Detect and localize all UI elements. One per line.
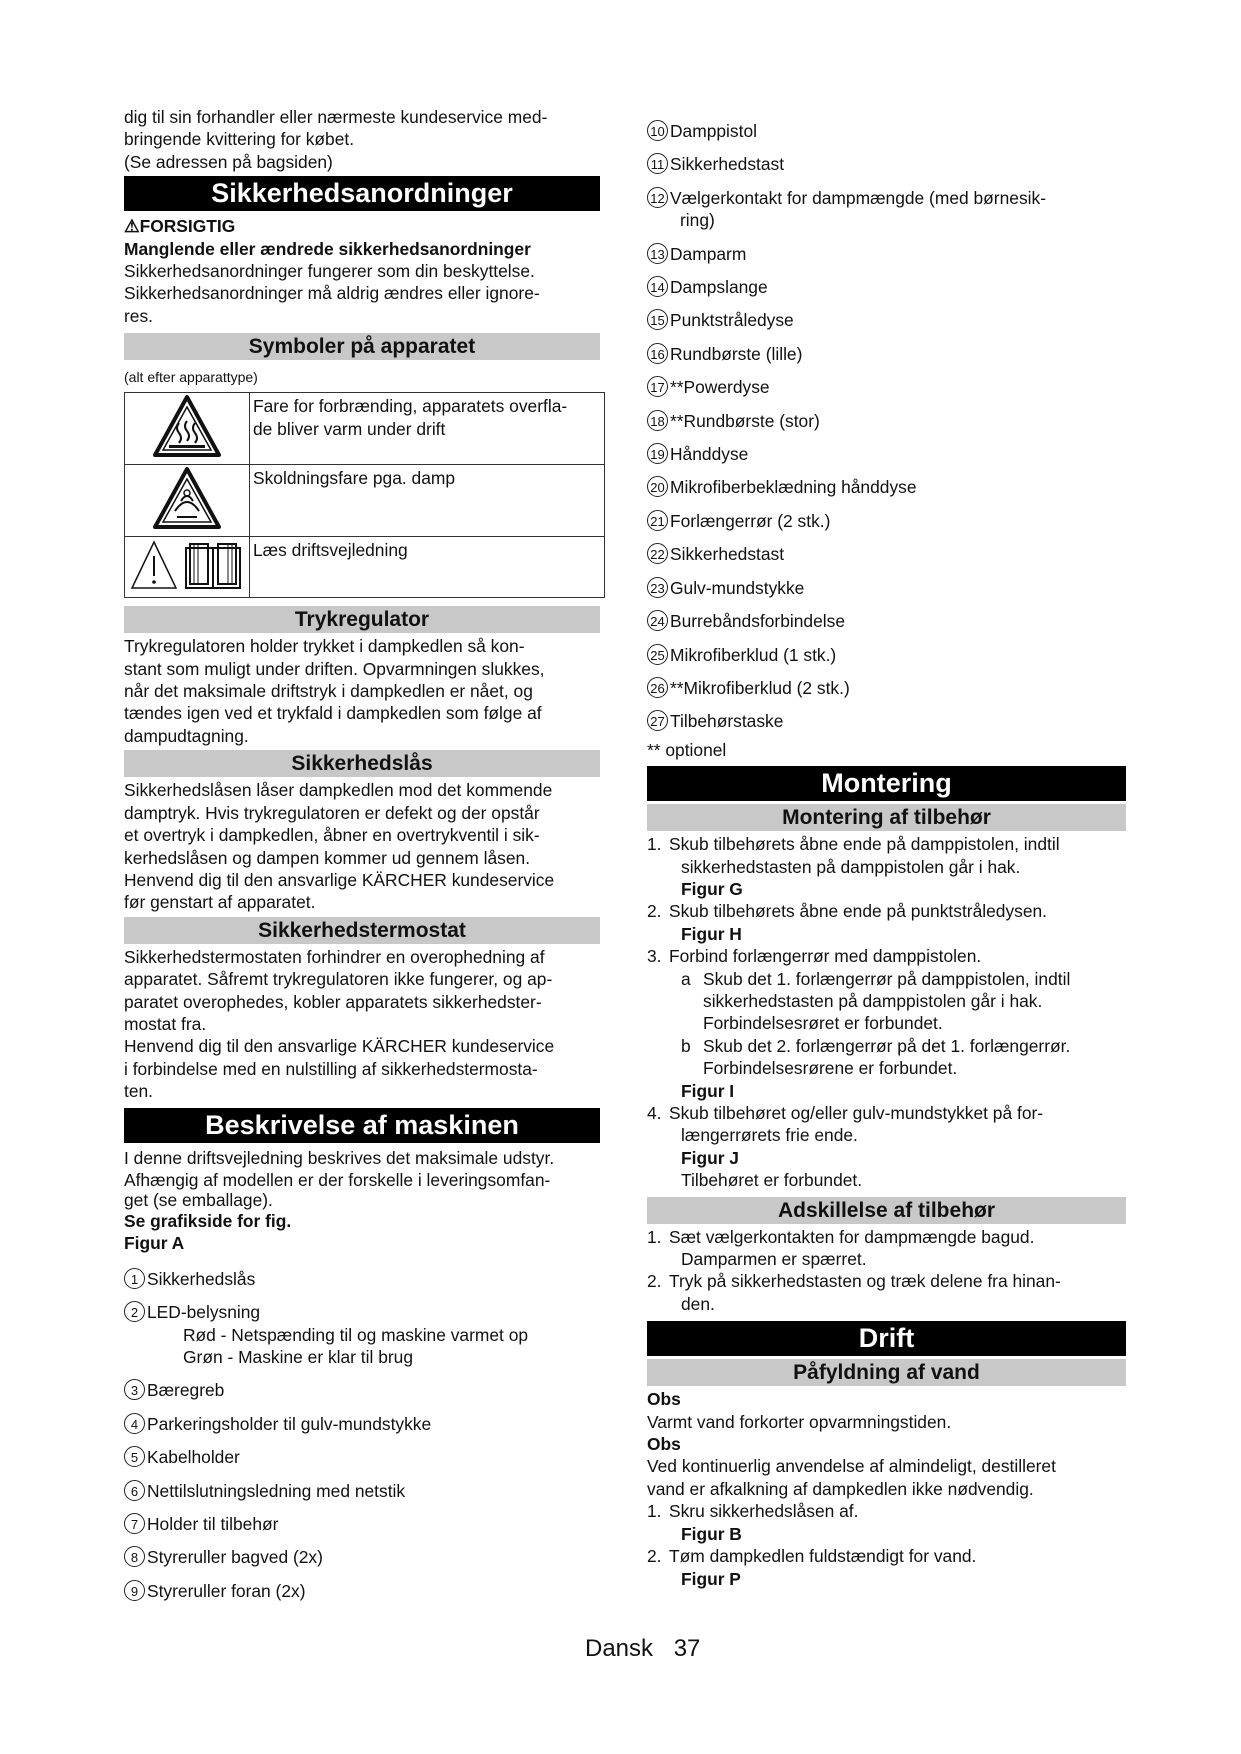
symbol-text	[250, 465, 605, 537]
pressure-line: stant som muligt under driften. Opvarmningen slukkes,	[124, 658, 545, 679]
step-figure-row	[647, 1080, 1126, 1102]
symbols-table	[124, 392, 605, 598]
list-item	[647, 577, 1126, 599]
step-number: 2.	[647, 1546, 662, 1567]
heading-symbols: Symboler på apparatet	[124, 333, 600, 360]
footer-language: Dansk	[585, 1635, 654, 1662]
substep-text: sikkerhedstasten på damppistolen går i hak.	[703, 990, 1043, 1011]
item-number: 27	[647, 710, 668, 731]
step-number: 2.	[647, 901, 662, 922]
read-manual-icon	[125, 537, 250, 598]
item-text: Forlængerrør (2 stk.)	[670, 510, 831, 531]
substep-item	[647, 968, 1126, 1035]
step-figure: Figur P	[681, 1568, 741, 1589]
step-figure: Figur I	[681, 1080, 735, 1101]
item-number: 20	[647, 476, 668, 497]
item-text: ring)	[680, 210, 715, 231]
list-item	[647, 644, 1126, 666]
item-text: Mikrofiberklud (1 stk.)	[670, 644, 837, 665]
step-text: Forbind forlængerrør med damppistolen.	[669, 946, 982, 967]
list-item	[647, 120, 1126, 142]
item-text: Rundbørste (lille)	[670, 343, 803, 364]
item-number: 1	[124, 1268, 145, 1289]
symbol-text	[250, 393, 605, 465]
lock-line: et overtryk i dampkedlen, åbner en overtrykventil i sik-	[124, 825, 540, 846]
symbol-text	[250, 537, 605, 598]
step-item	[647, 900, 1126, 945]
item-text: Damppistol	[670, 121, 757, 141]
symbols-note: (alt efter apparattype)	[124, 369, 258, 386]
step-result: Tilbehøret er forbundet.	[681, 1170, 863, 1191]
step-text: Tøm dampkedlen fuldstændigt for vand.	[669, 1546, 977, 1567]
step-number: 1.	[647, 1501, 662, 1522]
note-label: Obs	[647, 1389, 681, 1410]
item-number: 25	[647, 644, 668, 665]
step-figure: Figur H	[681, 923, 742, 944]
list-item	[647, 153, 1126, 175]
pressure-line: tændes igen ved et trykfald i dampkedlen som følge af	[124, 703, 542, 724]
symbol-text-line: Skoldningsfare pga. damp	[253, 468, 456, 489]
optional-note: ** optionel	[647, 739, 727, 760]
lock-line: kerhedslåsen og dampen kommer ud gennem låsen.	[124, 847, 531, 868]
heading-water-filling: Påfyldning af vand	[647, 1359, 1126, 1386]
step-text: den.	[681, 1293, 715, 1314]
item-number: 4	[124, 1413, 145, 1434]
step-number: 3.	[647, 946, 662, 967]
note-text: Varmt vand forkorter opvarmningstiden.	[647, 1411, 952, 1432]
caution-label: ⚠FORSIGTIG	[124, 216, 236, 237]
heading-safety-devices: Sikkerhedsanordninger	[124, 176, 600, 211]
item-number: 8	[124, 1546, 145, 1567]
step-item	[647, 1500, 1126, 1545]
item-text: **Mikrofiberklud (2 stk.)	[670, 677, 850, 698]
item-text: LED-belysning	[147, 1302, 261, 1323]
heading-safety-thermostat: Sikkerhedstermostat	[124, 917, 600, 944]
substep-item	[647, 1035, 1126, 1080]
item-text: **Rundbørste (stor)	[670, 410, 820, 431]
step-result: Damparmen er spærret.	[681, 1249, 867, 1270]
lock-line: Sikkerhedslåsen låser dampkedlen mod det kommende	[124, 780, 553, 801]
caution-line: res.	[124, 305, 153, 326]
substep-letter: b	[681, 1035, 691, 1056]
item-number: 16	[647, 343, 668, 364]
note-label: Obs	[647, 1434, 681, 1455]
item-text: Punktstråledyse	[670, 310, 794, 331]
list-item	[647, 276, 1126, 298]
page-footer	[585, 1634, 700, 1664]
desc-line: Afhængig af modellen er der forskelle i leveringsomfan-	[124, 1169, 551, 1190]
heading-safety-lock: Sikkerhedslås	[124, 750, 600, 777]
step-item	[647, 1226, 1126, 1271]
symbol-row	[125, 537, 605, 598]
list-item	[124, 1513, 600, 1535]
step-text: Skru sikkerhedslåsen af.	[669, 1501, 859, 1522]
pressure-line: dampudtagning.	[124, 725, 249, 746]
heading-operation: Drift	[647, 1321, 1126, 1356]
step-item	[647, 1102, 1126, 1192]
step-item	[647, 1545, 1126, 1590]
list-item	[647, 543, 1126, 565]
step-number: 1.	[647, 1226, 662, 1247]
substep-text: Forbindelsesrørene er forbundet.	[703, 1058, 958, 1079]
item-number: 15	[647, 309, 668, 330]
note-text: vand er afkalkning af dampkedlen ikke nødvendig.	[647, 1478, 1034, 1499]
pressure-line: Trykregulatoren holder trykket i dampkedlen så kon-	[124, 636, 525, 657]
item-subtext: Grøn - Maskine er klar til brug	[183, 1347, 414, 1367]
list-item	[124, 1546, 600, 1568]
list-item	[647, 710, 1126, 732]
item-text: Styreruller bagved (2x)	[147, 1547, 323, 1568]
item-number: 9	[124, 1580, 145, 1601]
note-text: Ved kontinuerlig anvendelse af almindeligt, destilleret	[647, 1456, 1056, 1477]
list-item	[647, 476, 1126, 498]
item-number: 2	[124, 1301, 145, 1322]
item-text: Holder til tilbehør	[147, 1514, 279, 1535]
item-number: 24	[647, 610, 668, 631]
pressure-line: når det maksimale driftstryk i dampkedlen er nået, og	[124, 681, 533, 702]
symbol-text-line: Læs driftsvejledning	[253, 540, 408, 561]
step-text: sikkerhedstasten på damppistolen går i hak.	[681, 856, 1021, 877]
substep-text: Skub det 1. forlængerrør på damppistolen, indtil	[703, 968, 1071, 989]
right-column	[647, 120, 1126, 1590]
desc-line: I denne driftsvejledning beskrives det maksimale udstyr.	[124, 1147, 555, 1168]
item-text: Styreruller foran (2x)	[147, 1580, 306, 1601]
list-item	[647, 243, 1126, 265]
item-number: 7	[124, 1513, 145, 1534]
item-text: Damparm	[670, 243, 747, 264]
substep-text: Skub det 2. forlængerrør på det 1. forlængerrør.	[703, 1035, 1071, 1056]
intro-line: dig til sin forhandler eller nærmeste kundeservice med-	[124, 107, 548, 127]
thermo-line: Sikkerhedstermostaten forhindrer en overophedning af	[124, 946, 545, 967]
step-text: Skub tilbehørets åbne ende på damppistolen, indtil	[669, 834, 1060, 855]
list-item	[647, 443, 1126, 465]
item-number: 10	[647, 120, 668, 141]
symbol-row	[125, 393, 605, 465]
step-text: længerrørets frie ende.	[681, 1125, 858, 1146]
list-item	[124, 1446, 600, 1468]
item-text: **Powerdyse	[670, 377, 770, 398]
heading-machine-description: Beskrivelse af maskinen	[124, 1108, 600, 1143]
thermo-line: i forbindelse med en nulstilling af sikkerhedstermosta-	[124, 1058, 538, 1079]
hot-surface-icon	[125, 393, 250, 465]
step-figure: Figur G	[681, 878, 743, 899]
substep-letter: a	[681, 968, 691, 989]
item-number: 17	[647, 376, 668, 397]
item-number: 26	[647, 677, 668, 698]
caution-line: Sikkerhedsanordninger fungerer som din beskyttelse.	[124, 261, 535, 282]
heading-pressure-regulator: Trykregulator	[124, 606, 600, 633]
list-item	[647, 309, 1126, 331]
steam-hazard-icon	[125, 465, 250, 537]
list-item	[124, 1580, 600, 1602]
item-text: Sikkerhedstast	[670, 544, 785, 565]
caution-heading: Manglende eller ændrede sikkerhedsanordninger	[124, 238, 531, 259]
symbol-row	[125, 465, 605, 537]
list-item	[647, 376, 1126, 398]
item-number: 23	[647, 577, 668, 598]
step-number: 2.	[647, 1271, 662, 1292]
thermo-line: apparatet. Såfremt trykregulatoren ikke fungerer, og ap-	[124, 969, 553, 990]
list-item	[647, 410, 1126, 432]
item-number: 18	[647, 410, 668, 431]
item-text: Sikkerhedstast	[670, 154, 785, 175]
page-number: 37	[673, 1635, 701, 1662]
intro-line: bringende kvittering for købet.	[124, 129, 355, 150]
step-item	[647, 945, 1126, 967]
item-number: 6	[124, 1480, 145, 1501]
item-number: 3	[124, 1379, 145, 1400]
item-number: 13	[647, 243, 668, 264]
item-text: Mikrofiberbeklædning hånddyse	[670, 477, 917, 498]
item-number: 5	[124, 1446, 145, 1467]
list-item	[647, 510, 1126, 532]
item-number: 21	[647, 510, 668, 531]
list-item	[124, 1480, 600, 1502]
caution-line: Sikkerhedsanordninger må aldrig ændres eller ignore-	[124, 283, 540, 304]
list-item	[124, 1268, 600, 1290]
step-number: 1.	[647, 834, 662, 855]
list-item	[647, 187, 1126, 232]
item-number: 14	[647, 276, 668, 297]
list-item	[124, 1301, 600, 1368]
item-text: Gulv-mundstykke	[670, 577, 805, 598]
list-item	[124, 1413, 600, 1435]
heading-detach-accessories: Adskillelse af tilbehør	[647, 1197, 1126, 1224]
list-item	[647, 343, 1126, 365]
item-number: 12	[647, 187, 668, 208]
item-text: Kabelholder	[147, 1447, 240, 1468]
step-item	[647, 833, 1126, 900]
lock-line: damptryk. Hvis trykregulatoren er defekt og der opstår	[124, 802, 540, 823]
item-number: 19	[647, 443, 668, 464]
list-item	[647, 677, 1126, 699]
item-text: Burrebåndsforbindelse	[670, 611, 845, 632]
step-figure: Figur B	[681, 1523, 742, 1544]
desc-figure: Figur A	[124, 1233, 185, 1254]
lock-line: før genstart af apparatet.	[124, 892, 316, 913]
desc-bold: Se grafikside for fig.	[124, 1211, 292, 1232]
intro-line: (Se adressen på bagsiden)	[124, 151, 333, 172]
item-subtext: Rød - Netspænding til og maskine varmet op	[183, 1324, 529, 1345]
step-number: 4.	[647, 1103, 662, 1123]
thermo-line: Henvend dig til den ansvarlige KÄRCHER kundeservice	[124, 1036, 555, 1057]
substep-text: Forbindelsesrøret er forbundet.	[703, 1013, 943, 1034]
step-text: Skub tilbehørets åbne ende på punktstråledysen.	[669, 901, 1048, 922]
item-text: Dampslange	[670, 277, 768, 298]
thermo-line: ten.	[124, 1081, 154, 1102]
step-item	[647, 1270, 1126, 1315]
left-column	[124, 106, 600, 1613]
item-text: Hånddyse	[670, 444, 749, 465]
step-figure: Figur J	[681, 1147, 739, 1168]
heading-mounting-accessories: Montering af tilbehør	[647, 804, 1126, 831]
item-text: Parkeringsholder til gulv-mundstykke	[147, 1413, 432, 1434]
step-text: Tryk på sikkerhedstasten og træk delene fra hinan-	[669, 1271, 1061, 1292]
item-number: 22	[647, 543, 668, 564]
item-number: 11	[647, 153, 668, 174]
item-text: Bæregreb	[147, 1380, 225, 1401]
symbol-text-line: de bliver varm under drift	[253, 418, 446, 439]
thermo-line: mostat fra.	[124, 1013, 207, 1034]
lock-line: Henvend dig til den ansvarlige KÄRCHER kundeservice	[124, 869, 555, 890]
heading-mounting: Montering	[647, 766, 1126, 801]
item-text: Tilbehørstaske	[670, 711, 784, 732]
step-text: Sæt vælgerkontakten for dampmængde bagud.	[669, 1226, 1035, 1247]
desc-line: get (se emballage).	[124, 1190, 273, 1211]
item-text: Nettilslutningsledning med netstik	[147, 1480, 406, 1501]
item-text: Vælgerkontakt for dampmængde (med børnesik-	[670, 187, 1046, 208]
list-item	[124, 1379, 600, 1401]
thermo-line: paratet overophedes, kobler apparatets sikkerhedster-	[124, 991, 542, 1012]
item-text: Sikkerhedslås	[147, 1268, 256, 1289]
step-text: Skub tilbehøret og/eller gulv-mundstykket på for-	[669, 1103, 1044, 1123]
symbol-text-line: Fare for forbrænding, apparatets overfla-	[253, 396, 568, 417]
list-item	[647, 610, 1126, 632]
